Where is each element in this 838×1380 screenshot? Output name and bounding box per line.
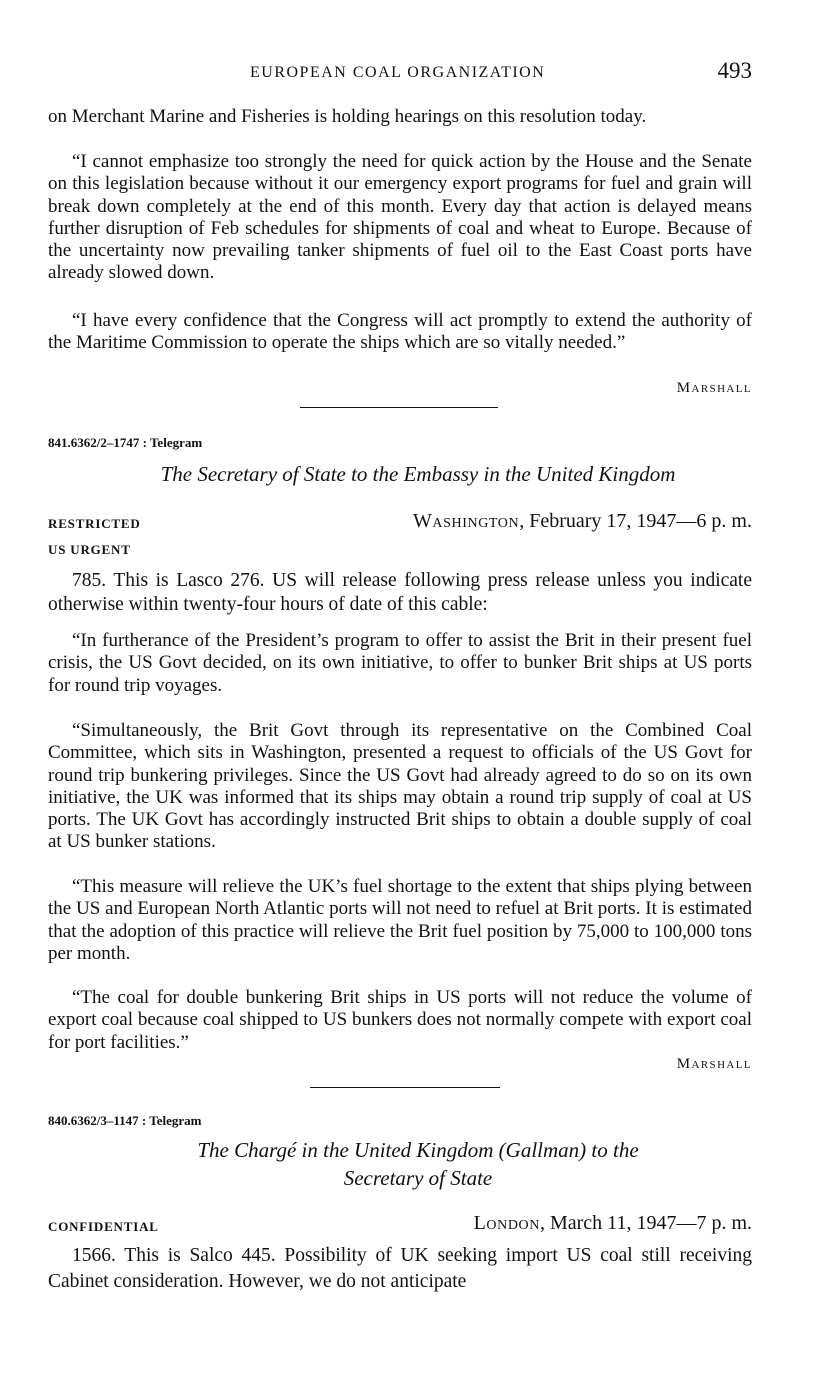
signature-marshall-1: Marshall <box>676 380 752 396</box>
file-number-2: 840.6362/3–1147 : Telegram <box>48 1113 202 1128</box>
section-divider-2 <box>310 1087 500 1088</box>
classification-restricted: RESTRICTED <box>48 516 141 531</box>
file-number-1: 841.6362/2–1747 : Telegram <box>48 435 203 450</box>
document-heading-2-line-2: Secretary of State <box>343 1166 493 1190</box>
running-head: EUROPEAN COAL ORGANIZATION <box>250 64 546 81</box>
dateline-1 <box>413 510 752 533</box>
dateline-date-1: , February 17, 1947—6 p. m. <box>519 510 752 532</box>
telegram-2-body: 1566. This is Salco 445. Possibility of UK seeking import US coal still receiving Cabinet consideration. However, we do not anticipate <box>48 1245 752 1292</box>
quote-paragraph-1: “In furtherance of the President’s program to offer to assist the Brit in their present fuel crisis, the US Govt decided, on its own initiative, to offer to bunker Brit ships at US ports for round trip voyages. <box>48 630 752 696</box>
quote-paragraph-4: “The coal for double bunkering Brit ships in US ports will not reduce the volume of export coal because coal shipped to US bunkers does not normally compete with export coal for port facilities.” <box>48 987 752 1053</box>
page-number: 493 <box>717 58 752 83</box>
continuation-paragraph-2: “I cannot emphasize too strongly the need for quick action by the House and the Senate on this legislation because without it our emergency export programs for fuel and grain will break down completely at the end of this month. Every day that action is delayed means further disruption of Feb schedules for shipments of coal and wheat to Europe. Because of the uncertainty now prevailing tanker shipments of fuel oil to the East Coast ports have already slowed down. <box>48 151 752 284</box>
continuation-paragraph-1: on Merchant Marine and Fisheries is holding hearings on this resolution today. <box>48 106 647 127</box>
dateline-date-2: , March 11, 1947—7 p. m. <box>539 1212 752 1234</box>
classification-confidential: CONFIDENTIAL <box>48 1219 159 1234</box>
signature-marshall-2: Marshall <box>676 1056 752 1072</box>
quote-paragraph-2: “Simultaneously, the Brit Govt through its representative on the Combined Coal Committee, which sits in Washington, presented a request to officials of the US Govt for round trip bunkering privileges. Since the US Govt had already agreed to do so on its own initiative, the UK was informed that its ships may obtain a round trip supply of coal at US ports. The UK Govt has accordingly instructed Brit ships to obtain a double supply of coal at US bunker stations. <box>48 720 752 853</box>
section-divider-1 <box>300 407 498 408</box>
telegram-1-intro: 785. This is Lasco 276. US will release following press release unless you indicate otherwise within twenty-four hours of date of this cable: <box>48 570 752 615</box>
dateline-place-1: Washington <box>412 510 520 532</box>
document-heading-1: The Secretary of State to the Embassy in the United Kingdom <box>160 462 676 486</box>
priority-label: US URGENT <box>48 542 131 557</box>
quote-paragraph-3: “This measure will relieve the UK’s fuel shortage to the extent that ships plying between the US and European North Atlantic ports will not need to refuel at Brit ports. It is estimated that the adoption of this practice will relieve the Brit fuel position by 75,000 to 100,000 tons per month. <box>48 876 752 964</box>
continuation-paragraph-3: “I have every confidence that the Congress will act promptly to extend the authority of the Maritime Commission to operate the ships which are so vitally needed.” <box>48 310 752 354</box>
document-heading-2-line-1: The Chargé in the United Kingdom (Gallman) to the <box>197 1138 639 1162</box>
dateline-place-2: London <box>473 1212 540 1234</box>
dateline-2 <box>474 1212 752 1235</box>
